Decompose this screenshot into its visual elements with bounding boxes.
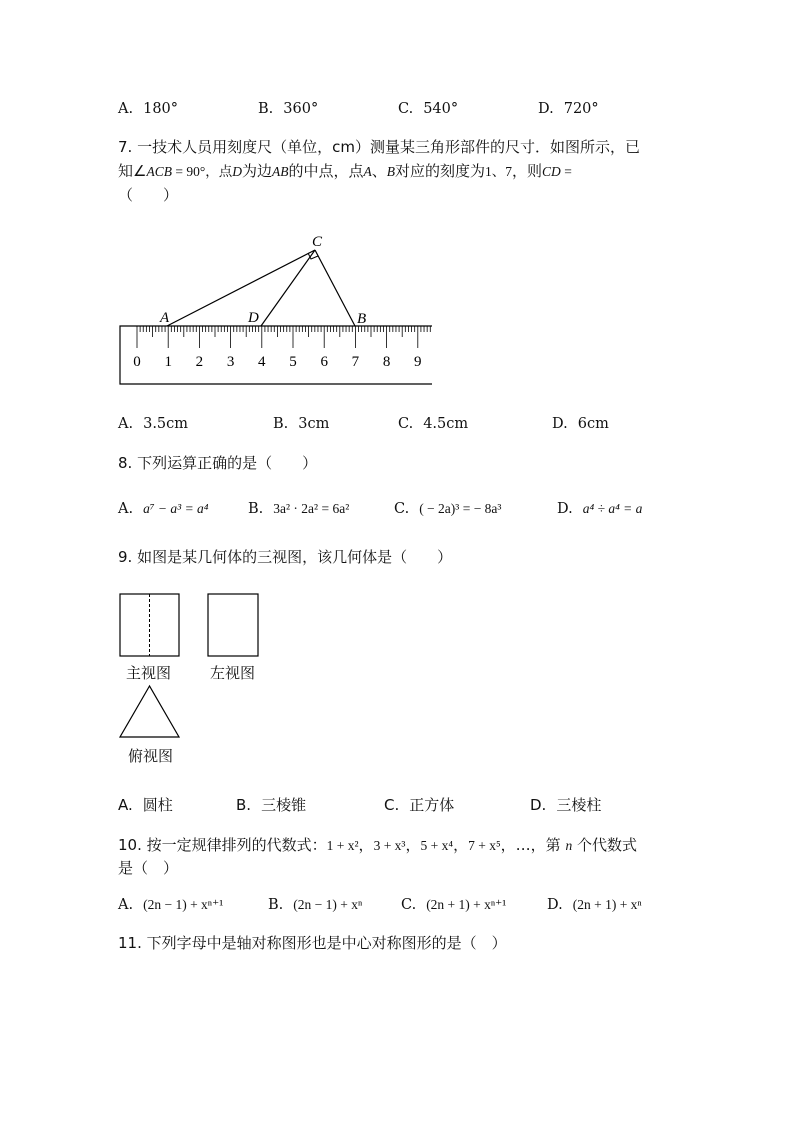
q7-option-c: C. 4.5cm (398, 416, 469, 432)
ruler-number: 4 (258, 354, 266, 370)
ruler-number: 6 (320, 354, 328, 370)
q7-stem-line2: 知∠ACB = 90°，点D为边AB的中点，点A、B对应的刻度为1、7，则CD = (118, 162, 572, 180)
ruler-triangle-figure (115, 228, 440, 390)
q7-option-b: B. 3cm (273, 416, 330, 432)
ruler-numbers (133, 354, 421, 370)
ruler-number: 8 (382, 354, 391, 370)
ruler-number: 2 (195, 354, 204, 370)
q7-stem-line3: （ ） (118, 186, 179, 204)
q11-stem: 11. 下列字母中是轴对称图形也是中心对称图形的是（ ） (118, 934, 507, 952)
ruler-number: 7 (351, 354, 360, 370)
q7-stem-line1: 7. 一技术人员用刻度尺（单位，cm）测量某三角形部件的尺寸．如图所示，已 (118, 138, 640, 156)
ruler-number: 9 (414, 354, 422, 370)
q10-stem-line2: 是（ ） (118, 859, 179, 877)
segment-dc (261, 250, 315, 326)
q8-option-a: A. a⁷ − a³ = a⁴ (118, 501, 209, 517)
q8-option-b: B. 3a² · 2a² = 6a² (248, 501, 350, 517)
segment-ac (167, 250, 315, 326)
segment-bc (315, 250, 355, 326)
q9-option-a: A. 圆柱 (118, 796, 173, 814)
front-view-caption: 主视图 (126, 664, 172, 682)
ruler-number: 3 (226, 354, 235, 370)
q6-option-d: D. 720° (538, 101, 599, 117)
left-view-caption: 左视图 (210, 664, 256, 682)
q10-option-b: B. (2n − 1) + xⁿ (268, 897, 363, 913)
q9-option-d: D. 三棱柱 (530, 796, 602, 814)
q6-option-a: A. 180° (118, 101, 179, 117)
q7-option-d: D. 6cm (552, 416, 609, 432)
label-a: A (160, 310, 170, 326)
ruler-ticks (137, 326, 430, 348)
ruler-number: 0 (133, 354, 141, 370)
q10-option-c: C. (2n + 1) + xⁿ⁺¹ (401, 897, 507, 913)
q8-stem: 8. 下列运算正确的是（ ） (118, 454, 318, 472)
q8-option-d: D. a⁴ ÷ a⁴ = a (557, 501, 643, 517)
ruler-number: 5 (289, 354, 297, 370)
label-b: B (357, 311, 367, 327)
q10-option-d: D. (2n + 1) + xⁿ (547, 897, 642, 913)
q10-option-a: A. (2n − 1) + xⁿ⁺¹ (118, 897, 224, 913)
q6-option-c: C. 540° (398, 101, 459, 117)
label-d: D (248, 310, 259, 326)
q7-option-a: A. 3.5cm (118, 416, 189, 432)
ruler-number: 1 (164, 354, 172, 370)
q9-option-c: C. 正方体 (384, 796, 455, 814)
top-view-triangle (120, 686, 179, 737)
top-view-caption: 俯视图 (128, 747, 174, 765)
q6-option-b: B. 360° (258, 101, 319, 117)
left-view-rect (208, 594, 258, 656)
label-c: C (312, 234, 323, 250)
q9-stem: 9. 如图是某几何体的三视图，该几何体是（ ） (118, 548, 453, 566)
q10-stem-line1: 10. 按一定规律排列的代数式：1 + x²，3 + x³，5 + x⁴，7 + x⁵，…，第 n 个代数式 (118, 836, 638, 854)
q9-option-b: B. 三棱锥 (236, 796, 307, 814)
q8-option-c: C. ( − 2a)³ = − 8a³ (394, 501, 502, 517)
